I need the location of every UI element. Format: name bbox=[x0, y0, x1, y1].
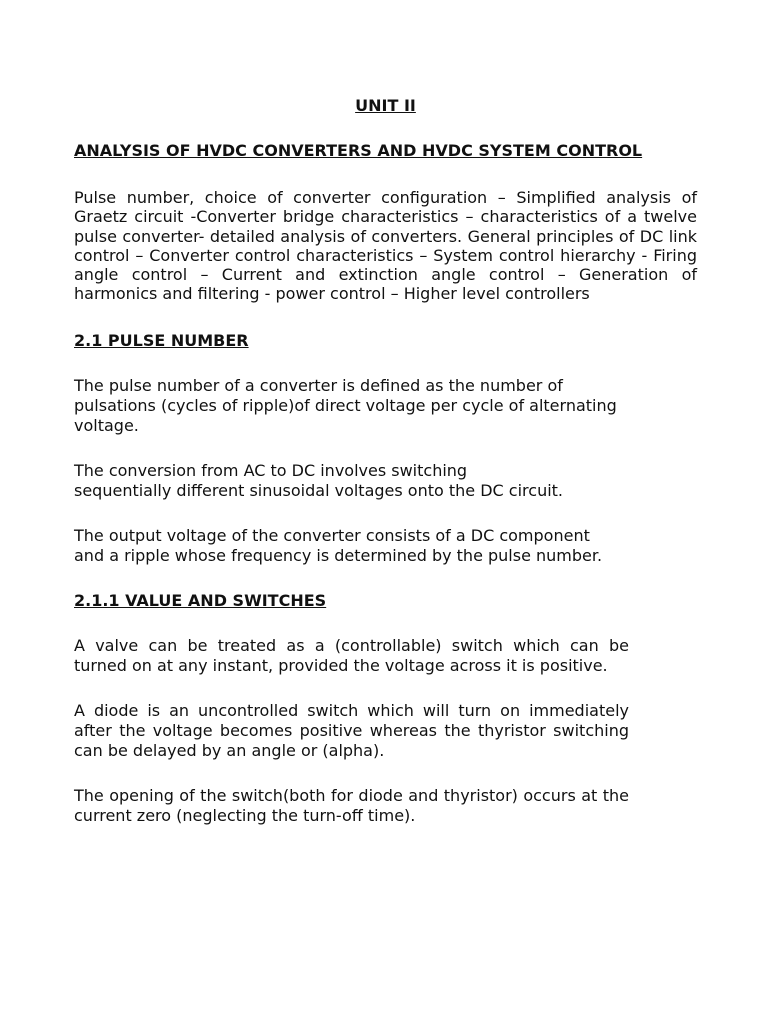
ac-dc-conversion-paragraph: The conversion from AC to DC involves switching sequentially different sinusoidal voltages onto the DC circuit. bbox=[74, 460, 564, 500]
unit-title: UNIT II bbox=[355, 96, 416, 115]
syllabus-paragraph: Pulse number, choice of converter configuration – Simplified analysis of Graetz circuit -Converter bridge characteristics – characteristics of a twelve pulse converter- detailed analysis of converters. General principles of DC link control – Converter control characteristics – System control hierarchy - Firing angle control – Current and extinction angle control – Generation of harmonics and filtering - power control – Higher level controllers bbox=[74, 188, 697, 304]
chapter-title: ANALYSIS OF HVDC CONVERTERS AND HVDC SYSTEM CONTROL bbox=[74, 141, 643, 160]
output-voltage-paragraph: The output voltage of the converter consists of a DC component and a ripple whose frequency is determined by the pulse number. bbox=[74, 525, 603, 565]
pulse-number-definition-paragraph: The pulse number of a converter is defined as the number of pulsations (cycles of ripple)of direct voltage per cycle of alternating voltage. bbox=[74, 375, 617, 435]
valve-switch-paragraph: A valve can be treated as a (controllable) switch which can be turned on at any instant, provided the voltage across it is positive. bbox=[74, 635, 629, 675]
section-heading-pulse-number: 2.1 PULSE NUMBER bbox=[74, 330, 249, 350]
document-page bbox=[74, 96, 697, 851]
diode-thyristor-paragraph: A diode is an uncontrolled switch which will turn on immediately after the voltage becomes positive whereas the thyristor switching can be delayed by an angle or (alpha). bbox=[74, 700, 629, 760]
switch-opening-paragraph: The opening of the switch(both for diode and thyristor) occurs at the current zero (neglecting the turn-off time). bbox=[74, 785, 629, 825]
section-heading-value-and-switches: 2.1.1 VALUE AND SWITCHES bbox=[74, 590, 327, 610]
